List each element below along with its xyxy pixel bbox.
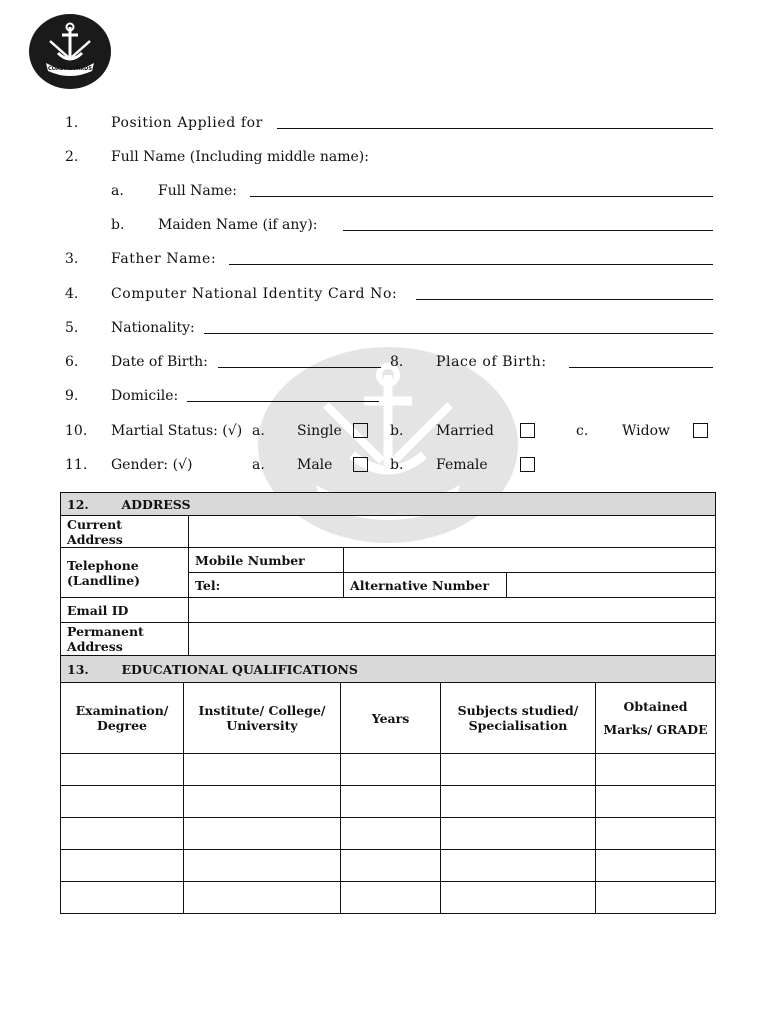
education-cell[interactable] [61,818,184,850]
education-cell[interactable] [184,850,341,882]
current-address-input[interactable] [189,516,716,548]
position-field[interactable] [277,128,713,129]
married-letter: b. [390,423,404,439]
date-of-birth-field[interactable] [218,367,381,368]
single-letter: a. [252,423,265,439]
q2b-label: Maiden Name (if any): [158,217,318,233]
table-row [61,850,716,882]
female-letter: b. [390,457,404,473]
widow-checkbox[interactable] [693,423,708,438]
q2a-row [0,181,768,201]
email-id-input[interactable] [189,598,716,623]
education-number: 13. [67,661,89,677]
q8-label: Place of Birth: [436,354,547,370]
mobile-number-input[interactable] [344,548,716,573]
education-columns-row [61,683,716,754]
table-row [61,882,716,914]
email-row [61,598,716,623]
widow-label: Widow [622,423,670,439]
education-section-header [61,656,716,683]
table-row [61,754,716,786]
q4-row [0,284,768,304]
q10-row [0,421,768,441]
male-label: Male [297,457,333,473]
education-cell[interactable] [596,850,716,882]
education-cell[interactable] [341,818,441,850]
education-cell[interactable] [596,786,716,818]
education-cell[interactable] [441,882,596,914]
education-cell[interactable] [341,786,441,818]
q2a-label: Full Name: [158,183,238,199]
address-header-row [61,493,716,516]
current-address-label: Current Address [61,516,189,548]
female-checkbox[interactable] [520,457,535,472]
single-checkbox[interactable] [353,423,368,438]
education-cell[interactable] [441,850,596,882]
q4-label: Computer National Identity Card No: [111,286,398,302]
column-obtained-marks: Obtained Marks/ GRADE [596,683,716,754]
female-label: Female [436,457,488,473]
address-table [60,492,716,656]
q9-label: Domicile: [111,388,179,404]
q6-row [0,352,768,372]
q10-label: Martial Status: (√) [111,423,243,439]
table-row [61,818,716,850]
q9-row [0,386,768,406]
education-cell[interactable] [184,754,341,786]
male-letter: a. [252,457,265,473]
q11-label: Gender: (√) [111,457,193,473]
column-years: Years [341,683,441,754]
q2a-letter: a. [111,183,124,199]
q3-row [0,249,768,269]
education-header-row [61,656,716,683]
place-of-birth-field[interactable] [569,367,713,368]
alternative-number-input[interactable] [507,573,716,598]
q3-label: Father Name: [111,251,217,267]
q11-row [0,455,768,475]
mobile-number-label: Mobile Number [189,548,344,573]
address-section-header [61,493,716,516]
education-cell[interactable] [61,882,184,914]
coast-guards-logo [28,13,112,90]
q1-label: Position Applied for [111,115,263,131]
education-cell[interactable] [441,754,596,786]
education-table [60,655,716,914]
education-cell[interactable] [184,786,341,818]
married-checkbox[interactable] [520,423,535,438]
q1-row [0,113,768,133]
permanent-address-row [61,623,716,656]
current-address-row [61,516,716,548]
full-name-field[interactable] [250,196,713,197]
q5-row [0,318,768,338]
education-cell[interactable] [61,786,184,818]
q6-number: 6. [65,354,79,370]
permanent-address-input[interactable] [189,623,716,656]
q1-number: 1. [65,115,79,131]
q4-number: 4. [65,286,79,302]
father-name-field[interactable] [229,264,713,265]
q2-label: Full Name (Including middle name): [111,149,369,165]
email-id-label: Email ID [61,598,189,623]
q2b-letter: b. [111,217,125,233]
address-number: 12. [67,496,89,512]
education-cell[interactable] [184,818,341,850]
q2-row [0,147,768,167]
cnic-field[interactable] [416,299,713,300]
education-cell[interactable] [61,850,184,882]
permanent-address-label: Permanent Address [61,623,189,656]
education-cell[interactable] [341,882,441,914]
education-cell[interactable] [341,850,441,882]
logo-text: COAST GUARDS [48,66,92,72]
education-cell[interactable] [441,818,596,850]
single-label: Single [297,423,342,439]
alternative-number-label: Alternative Number [344,573,507,598]
address-title: ADDRESS [121,496,191,512]
column-subjects: Subjects studied/ Specialisation [441,683,596,754]
widow-letter: c. [576,423,589,439]
education-cell[interactable] [596,882,716,914]
nationality-field[interactable] [204,333,713,334]
q9-number: 9. [65,388,79,404]
education-title: EDUCATIONAL QUALIFICATIONS [121,661,358,677]
q10-number: 10. [65,423,88,439]
q3-number: 3. [65,251,79,267]
education-cell[interactable] [596,754,716,786]
q2b-row [0,215,768,235]
table-row [61,786,716,818]
telephone-label: Telephone (Landline) [61,548,189,598]
q11-number: 11. [65,457,88,473]
q2-number: 2. [65,149,79,165]
domicile-field[interactable] [187,401,379,402]
maiden-name-field[interactable] [343,230,713,231]
tel-label: Tel: [189,573,344,598]
column-examination-degree: Examination/ Degree [61,683,184,754]
q5-label: Nationality: [111,320,195,336]
education-cell[interactable] [184,882,341,914]
mobile-row [61,548,716,573]
q5-number: 5. [65,320,79,336]
education-cell[interactable] [341,754,441,786]
q8-number: 8. [390,354,404,370]
married-label: Married [436,423,494,439]
education-cell[interactable] [441,786,596,818]
male-checkbox[interactable] [353,457,368,472]
q6-label: Date of Birth: [111,354,208,370]
education-cell[interactable] [596,818,716,850]
education-cell[interactable] [61,754,184,786]
column-institute: Institute/ College/ University [184,683,341,754]
